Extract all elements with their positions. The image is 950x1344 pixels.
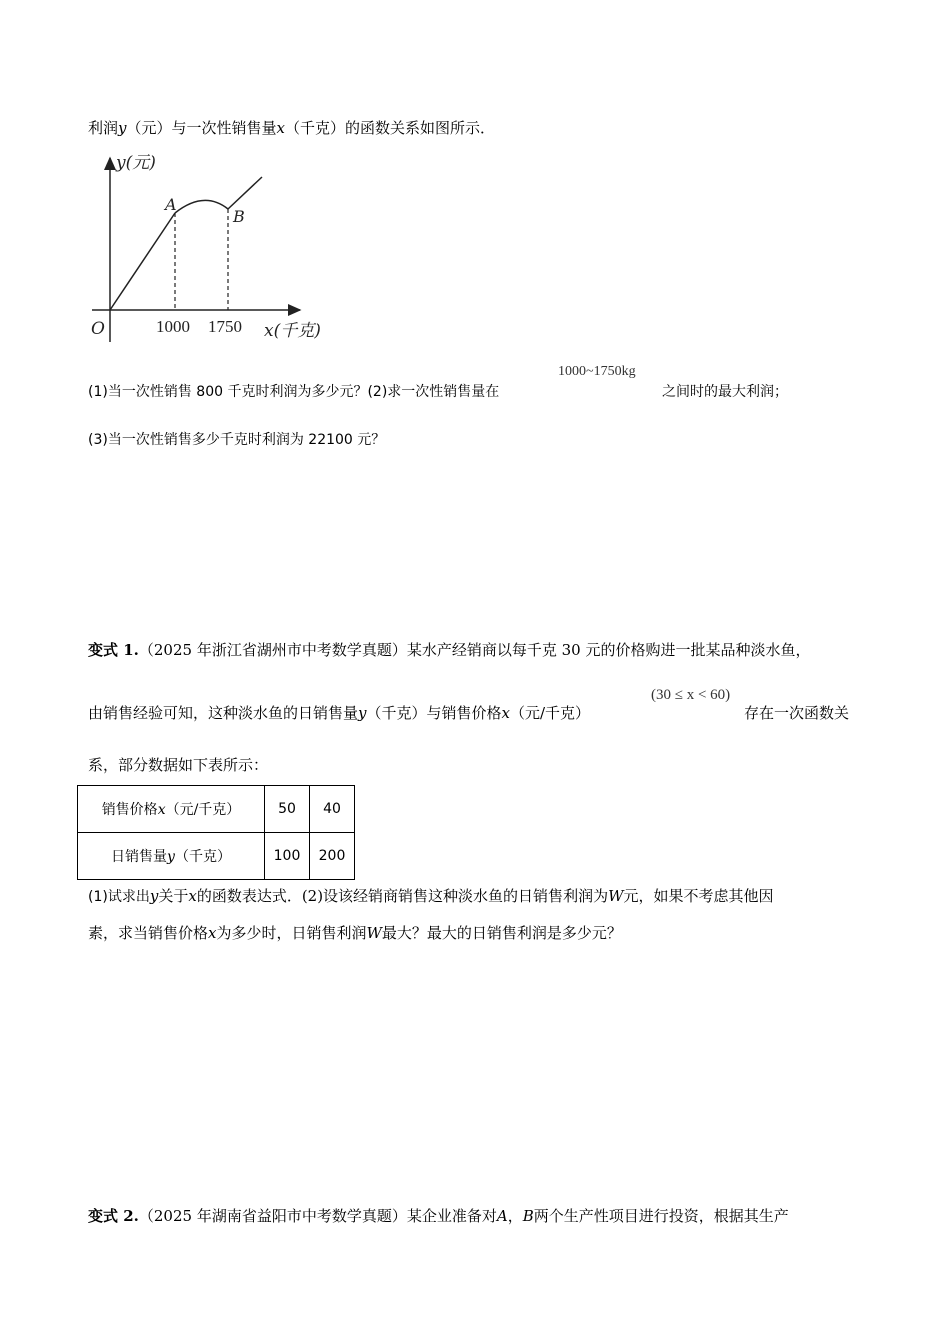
question-1-2-text: (1)当一次性销售 800 千克时利润为多少元？(2)求一次性销售量在 [88,384,500,400]
y-axis-label: y(元) [116,153,156,173]
intro-text-2: （元）与一次性销售量 [126,119,277,137]
var-x: x [157,802,166,818]
table-row [78,833,355,880]
variant1-line2 [88,703,590,723]
q-text-2a: 素，求当销售价格 [88,924,209,942]
var-x: x [188,887,197,905]
var-y: y [167,849,175,865]
var-y: y [358,704,367,722]
row1-label-b: （元/千克） [165,802,241,818]
var-x: x [276,119,285,137]
var-a: A [496,1207,508,1225]
q-text-2c: 最大？最大的日销售利润是多少元？ [381,924,622,942]
q-text-1a: (1)试求出 [88,889,150,905]
condition-formula: (30 ≤ x < 60) [651,687,731,703]
variant1-text-1: （2025 年浙江省湖州市中考数学真题）某水产经销商以每千克 30 元的价格购进一批某品种淡水鱼， [138,641,811,659]
variant1-text-2a: 由销售经验可知，这种淡水鱼的日销售量 [88,704,359,722]
profit-graph [86,150,346,350]
variant1-label: 变式 1. [88,641,139,659]
origin-label: O [91,319,105,339]
row1-label-a: 销售价格 [101,802,158,818]
variant1-text-2c: （元/千克） [509,704,591,722]
intro-text-3: （千克）的函数关系如图所示． [284,119,495,137]
variant1-text-2d: 存在一次函数关 [744,704,850,722]
row2-label-a: 日销售量 [111,849,168,865]
curve-ab [175,200,228,213]
variant2-line1 [88,1206,789,1226]
var-y: y [118,119,127,137]
table-cell: 100 [265,833,310,880]
var-x: x [501,704,510,722]
variant1-text-2b: （千克）与销售价格 [366,704,502,722]
variant2-text-1a: （2025 年湖南省益阳市中考数学真题）某企业准备对 [138,1207,497,1225]
question-3: (3)当一次性销售多少千克时利润为 22100 元？ [88,432,386,448]
point-a-label: A [165,195,177,214]
tick-label-1750: 1750 [208,317,242,336]
table-row-label [78,833,265,880]
question-line-1-end: 之间时的最大利润； [662,384,788,400]
variant1-question-line2 [88,923,622,943]
table-cell: 200 [310,833,355,880]
table-row-label [78,786,265,833]
variant2-text-1b: 两个生产性项目进行投资，根据其生产 [533,1207,789,1225]
segment-b-beyond [228,177,262,209]
x-axis-label: x(千克) [264,321,321,341]
var-y: y [149,887,159,905]
variant1-line3: 系，部分数据如下表所示： [88,756,269,774]
table-cell: 40 [310,786,355,833]
table-cell: 50 [265,786,310,833]
variant1-line1 [88,640,810,660]
variant2-sep: ， [507,1207,523,1225]
intro-text-1: 利润 [88,119,119,137]
point-b-label: B [233,207,245,226]
segment-oa [110,213,175,310]
var-w: W [608,887,624,905]
tick-label-1000: 1000 [156,317,190,336]
variant1-question-line1 [88,886,774,907]
table-row [78,786,355,833]
intro-line [88,118,495,138]
q-text-1c: 的函数表达式．(2)设该经销商销售这种淡水鱼的日销售利润为 [196,887,609,905]
question-line-1 [88,382,499,402]
var-b: B [522,1207,534,1225]
var-w: W [366,924,382,942]
row2-label-b: （千克） [174,849,231,865]
range-formula: 1000~1750kg [558,364,636,379]
q-text-1d: 元，如果不考虑其他因 [623,887,774,905]
q-text-2b: 为多少时，日销售利润 [216,924,367,942]
var-x: x [208,924,217,942]
variant2-label: 变式 2. [88,1207,139,1225]
data-table [77,785,355,880]
q-text-1b: 关于 [158,887,189,905]
